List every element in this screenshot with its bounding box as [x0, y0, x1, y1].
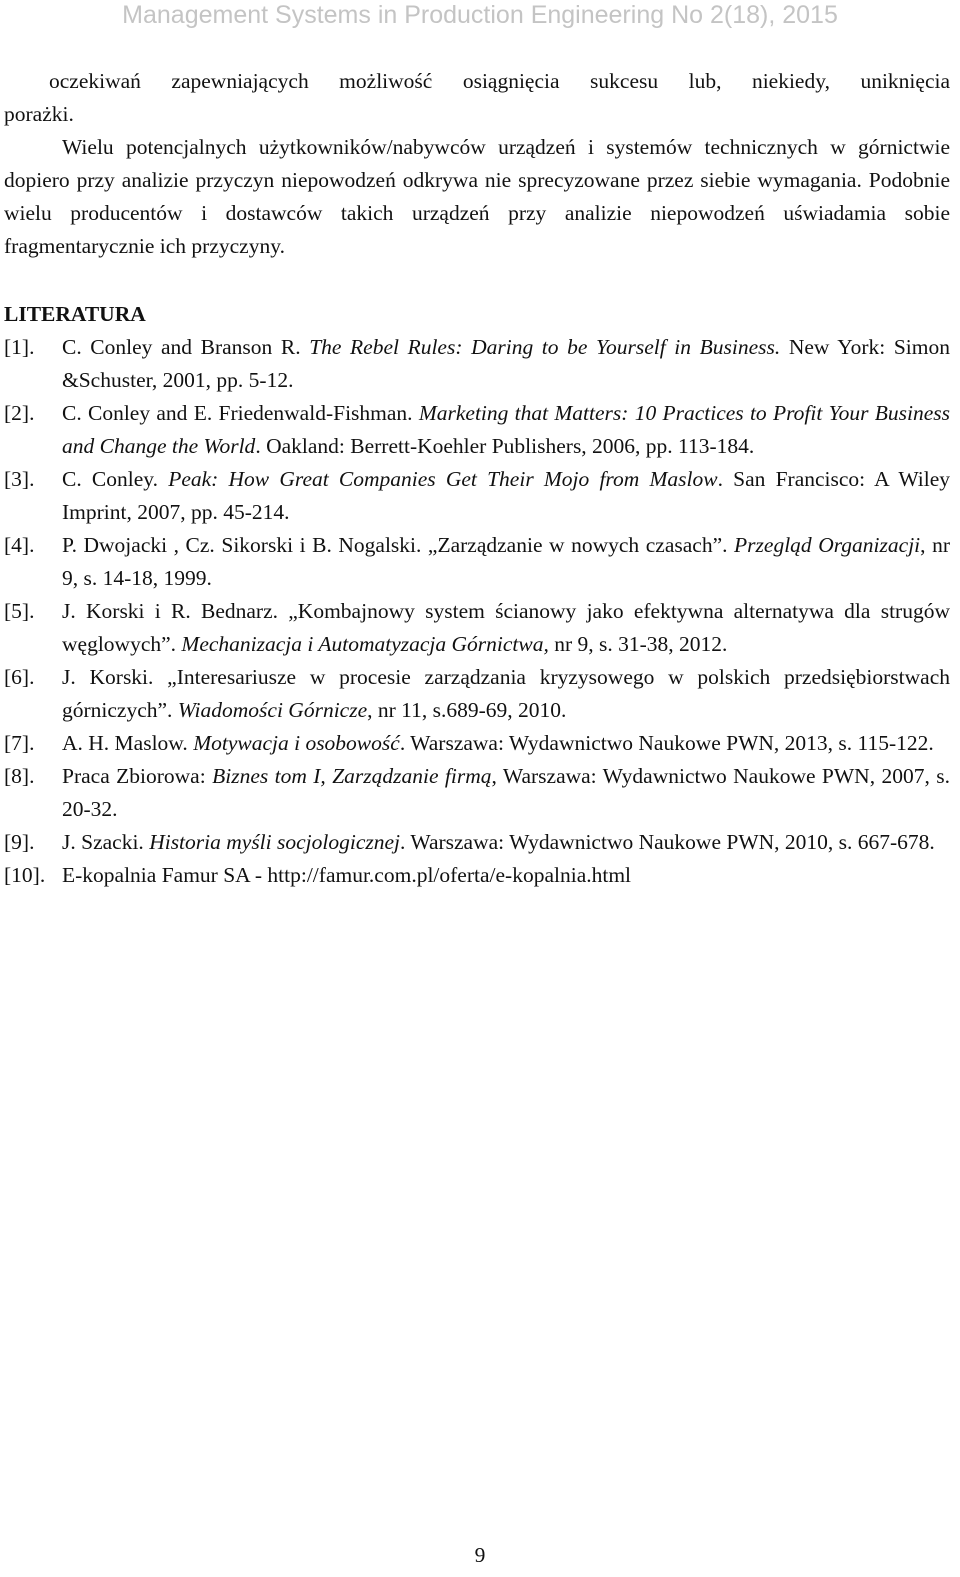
reference-authors: J. Korski. „Interesariusze w procesie zarządzania kryzysowego w polskich przedsiębiorstwach górniczych”. — [62, 665, 950, 722]
reference-details: . Warszawa: Wydawnictwo Naukowe PWN, 2013, s. 115-122. — [399, 731, 934, 755]
reference-number: [9]. — [4, 830, 35, 854]
reference-title: Biznes tom I, Zarządzanie firmą — [212, 764, 492, 788]
reference-details: , Warszawa: Wydawnictwo Naukowe PWN, 2007, s. 20-32. — [62, 764, 950, 821]
running-header: Management Systems in Production Engineering No 2(18), 2015 — [122, 1, 838, 29]
reference-authors: C. Conley and Branson R. — [62, 335, 310, 359]
reference-title: Motywacja i osobowość — [193, 731, 400, 755]
reference-title: Peak: How Great Companies Get Their Mojo from Maslow — [168, 467, 718, 491]
reference-item — [4, 661, 950, 727]
paragraph-text: Wielu potencjalnych użytkowników/nabywców urządzeń i systemów technicznych w górnictwie dopiero przy analizie przyczyn niepowodzeń odkrywa nie sprecyzowane przez siebie wymagania. Podobnie wielu producentów i dostawców takich urządzeń przy analizie niepowodzeń uświadamia sobie fragmentarycznie ich przyczyny. — [4, 135, 950, 258]
reference-item — [4, 331, 950, 397]
reference-authors: J. Korski i R. Bednarz. „Kombajnowy system ścianowy jako efektywna alternatywa dla strugów węglowych”. — [62, 599, 950, 656]
reference-number: [6]. — [4, 665, 35, 689]
reference-authors: C. Conley. — [62, 467, 169, 491]
reference-item — [4, 760, 950, 826]
reference-link: E-kopalnia Famur SA - http://famur.com.pl/oferta/e-kopalnia.html — [62, 863, 632, 887]
references-heading: LITERATURA — [4, 302, 146, 326]
paragraph — [4, 131, 950, 263]
reference-details: . Oakland: Berrett-Koehler Publishers, 2006, pp. 113-184. — [255, 434, 755, 458]
reference-item — [4, 826, 950, 859]
reference-number: [3]. — [4, 467, 35, 491]
reference-details: New York: Simon &Schuster, 2001, pp. 5-12. — [62, 335, 950, 392]
page-number: 9 — [474, 1543, 486, 1567]
reference-number: [7]. — [4, 731, 35, 755]
reference-title: Wiadomości Górnicze — [177, 698, 368, 722]
paragraph-line: porażki. — [4, 102, 74, 126]
reference-title: Mechanizacja i Automatyzacja Górnictwa, — [181, 632, 549, 656]
reference-details: , nr 9, s. 14-18, 1999. — [62, 533, 950, 590]
reference-item — [4, 859, 950, 892]
reference-authors: J. Szacki. — [62, 830, 150, 854]
reference-number: [4]. — [4, 533, 35, 557]
reference-details: . San Francisco: A Wiley Imprint, 2007, pp. 45-214. — [62, 467, 950, 524]
reference-authors: C. Conley and E. Friedenwald-Fishman. — [62, 401, 419, 425]
reference-item — [4, 463, 950, 529]
reference-title: Historia myśli socjologicznej — [149, 830, 401, 854]
reference-item — [4, 529, 950, 595]
reference-list — [4, 331, 950, 892]
reference-number: [8]. — [4, 764, 35, 788]
reference-title: Marketing that Matters: 10 Practices to Profit Your Business and Change the World — [62, 401, 950, 458]
reference-title: Przegląd Organizacji — [734, 533, 921, 557]
reference-authors: A. H. Maslow. — [62, 731, 194, 755]
reference-details: . Warszawa: Wydawnictwo Naukowe PWN, 2010, s. 667-678. — [400, 830, 935, 854]
reference-authors: Praca Zbiorowa: — [62, 764, 213, 788]
reference-details: nr 9, s. 31-38, 2012. — [548, 632, 728, 656]
paragraph-line: oczekiwań zapewniających możliwość osiągnięcia sukcesu lub, niekiedy, uniknięcia — [49, 69, 950, 93]
reference-authors: P. Dwojacki , Cz. Sikorski i B. Nogalski. „Zarządzanie w nowych czasach”. — [62, 533, 735, 557]
reference-number: [1]. — [4, 335, 35, 359]
reference-item — [4, 397, 950, 463]
reference-number: [2]. — [4, 401, 35, 425]
reference-number: [10]. — [4, 863, 46, 887]
reference-item — [4, 727, 950, 760]
reference-item — [4, 595, 950, 661]
paragraph-continuation — [4, 65, 950, 131]
reference-number: [5]. — [4, 599, 35, 623]
reference-title: The Rebel Rules: Daring to be Yourself in Business. — [309, 335, 781, 359]
reference-details: , nr 11, s.689-69, 2010. — [367, 698, 567, 722]
